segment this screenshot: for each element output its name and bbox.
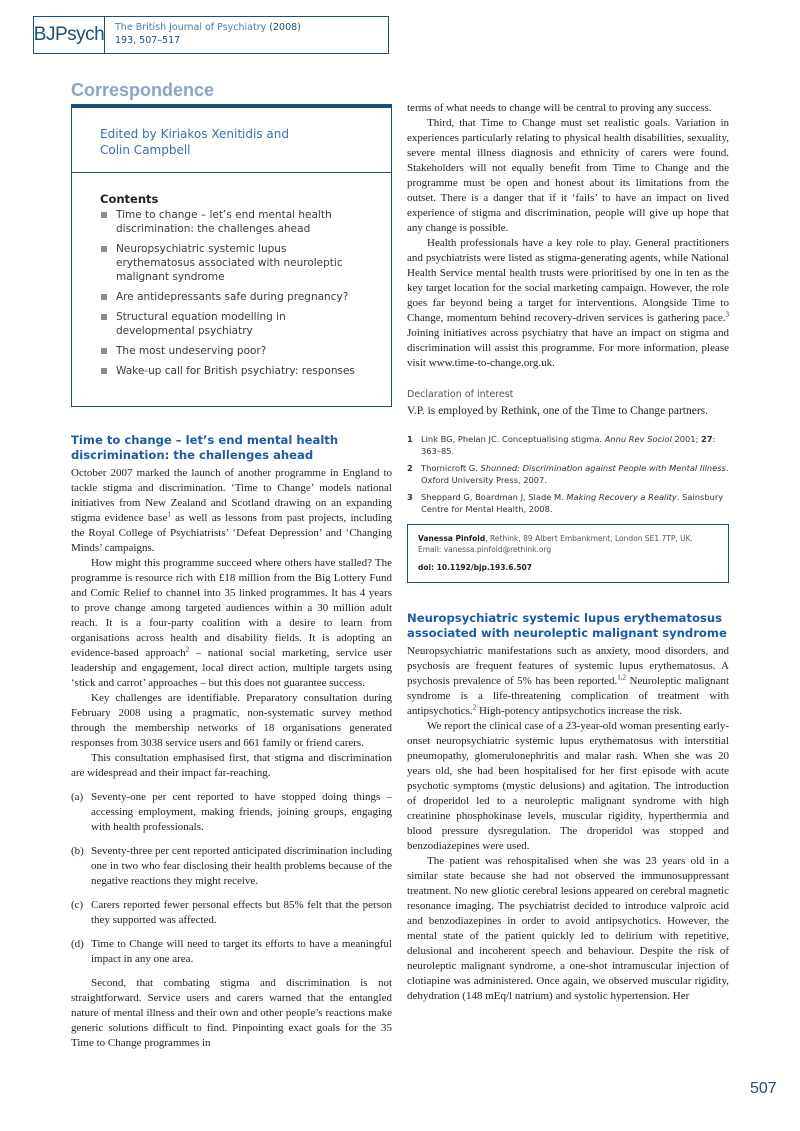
contents-heading: Contents [100,192,159,206]
bullet-icon [101,368,107,374]
reference-item: 2 Thornicroft G. Shunned: Discrimination against People with Mental Illness. Oxford University Press, 2007. [407,463,729,485]
journal-year: (2008) [269,22,301,33]
contents-item[interactable]: Time to change – let’s end mental health discrimination: the challenges ahead [100,208,363,236]
bjpsych-logo: BJ Psych [34,17,105,53]
paragraph: October 2007 marked the launch of another programme in England to tackle stigma and discrimination. ‘Time to Change’ models national initiatives from New Zealand and Scotland drawing on an expanding stigma evidence base$^1$ as well as lessons from past projects, including the Royal College of Psychiatrists’ ‘Defeat Depression’ and ‘Changing Minds’ campaigns. [71,467,392,554]
paragraph: Health professionals have a key role to play. General practitioners and psychiatrists were listed as stigma-generating agents, while National Health Service mental health trusts were prioritised by one in ten as the key target location for the social marketing campaign. However, the role goes far beyond being a target for interventions. Alongside Time to Change, momentum behind recovery-driven services is gathering pace.$^3$ Joining initiatives across psychiatry that have an impact on stigma and discrimination will assist this programme. For more information, please visit www.time-to-change.org.uk. [407,237,729,369]
author-email[interactable]: Email: vanessa.pinfold@rethink.org [418,545,552,554]
bullet-icon [101,294,107,300]
list-item: (c) Carers reported fewer personal effects but 85% felt that the person they supported was affected. [71,899,392,926]
contents-item[interactable]: Structural equation modelling in developmental psychiatry [100,310,363,338]
page-number: 507 [750,1080,777,1097]
author-box: Vanessa Pinfold, Rethink, 89 Albert Embankment, London SE1 7TP, UK. Email: vanessa.pinfold@rethink.org doi: 10.1192/bjp.193.6.507 [407,524,729,583]
list-item: (a) Seventy-one per cent reported to have stopped doing things – accessing employment, making friends, joining groups, engaging with health professionals. [71,791,392,833]
citation-ref[interactable]: 2 [185,645,190,654]
contents-list [72,173,391,406]
list-item: (b) Seventy-three per cent reported anticipated discrimination including one in two who fear disclosing their health problems because of the negative reactions they might receive. [71,845,392,887]
contents-box [71,104,392,407]
reference-item: 1 Link BG, Phelan JC. Conceptualising stigma. Annu Rev Sociol 2001; 27: 363–85. [407,434,716,456]
reference-item: 3 Sheppard G, Boardman J, Slade M. Making Recovery a Reality. Sainsbury Centre for Mental Health, 2008. [407,492,724,514]
paragraph: How might this programme succeed where others have stalled? The programme is resource rich with £18 million from the Big Lottery Fund and Comic Relief to channel into 35 linked programmes. It has 4 years to prove change among targeted audiences within a 30 million adult reach. It is a four-party coalition with a desire to learn from organisations across health and disability fields. It is adopting an evidence-based approach$^2$ – national social marketing, service user leadership and engagement, local direct action, multiple targets using ‘stick and carrot’ approaches – but this does not guarantee success. [71,557,392,689]
contents-item[interactable]: Wake-up call for British psychiatry: responses [100,364,363,378]
paragraph: Neuropsychiatric manifestations such as anxiety, mood disorders, and psychosis are frequent features of systemic lupus erythematosus. A psychosis prevalence of 5% has been reported.$^{1,2}$ Neuroleptic malignant syndrome is a life-threatening complication of treatment with antipsychotics.$^2$ High-potency antipsychotics increase the risk. [407,645,729,717]
bullet-icon [101,246,107,252]
declaration-text: V.P. is employed by Rethink, one of the Time to Change partners. [407,405,709,417]
journal-name: The British Journal of Psychiatry [115,22,267,33]
paragraph-continued: terms of what needs to change will be central to proving any success. [407,102,712,114]
section-title: Correspondence [71,80,215,100]
left-column [71,104,392,1051]
article-title: Neuropsychiatric systemic lupus erythematosus associated with neuroleptic malignant syndrome [407,611,727,640]
paragraph: Second, that combating stigma and discrimination is not straightforward. Service users and carers warned that the entangled nature of mental illness and their own and other people’s reactions make generic solutions difficult to find. Pinpointing exact goals for the 35 Time to Change programmes in [71,977,392,1049]
paragraph: Key challenges are identifiable. Preparatory consultation during February 2008 using a pragmatic, non-systematic survey method through the membership networks of 18 organisations generated responses from 3038 service users and 661 family or friend carers. [71,692,392,749]
paragraph: The patient was rehospitalised when she was 23 years old in a similar state because she had not observed the immunosuppressant treatment. No new gliotic cerebral lesions appeared on cerebral magnetic resonance imaging. The psychiatrist decided to introduce valproic acid and benzodiazepines in order to avoid antipsychotics. However, the mental state of the patient quickly led to delirium with repetitive, delusional and incoherent speech and behaviour. Despite the risk of neuroleptic malignant syndrome, a one-shot intramuscular injection of clotiapine was administered. Once again, we observed muscular rigidity, dehydration (148 mEq/l natrium) and systolic hypertension. Her [407,855,729,1002]
list-item: (d) Time to Change will need to target its efforts to have a meaningful impact in any one area. [71,938,392,965]
declaration-heading: Declaration of interest [407,389,514,400]
article-title: Time to change – let’s end mental health discrimination: the challenges ahead [71,433,339,462]
references [407,433,729,515]
citation-ref[interactable]: 3 [725,310,729,319]
citation-ref[interactable]: 1,2 [617,673,627,682]
paragraph: Third, that Time to Change must set realistic goals. Variation in experiences particularly relating to physical health disabilities, sexuality, severe mental illness diagnosis and ethnicity of carers were found. Stakeholders will not equally benefit from Time to Change and the programme must be open and honest about its limitations from the outset. There is a danger that if it ‘fails’ to have an impact on lived experience of stigma and discrimination, people will give up hope that any change is possible. [407,117,729,234]
paragraph: This consultation emphasised first, that stigma and discrimination are widespread and their impact far-reaching. [71,752,392,779]
author-name: Vanessa Pinfold [418,534,486,543]
contents-item[interactable]: The most undeserving poor? [100,344,363,358]
journal-masthead [33,16,389,54]
editors: Edited by Kiriakos Xenitidis and Colin Campbell [72,108,391,173]
citation-ref[interactable]: 2 [472,703,477,712]
volume-pages: 193, 507–517 [115,35,181,46]
citation-ref[interactable]: 1 [167,510,171,519]
contents-item[interactable]: Are antidepressants safe during pregnancy? [100,290,363,304]
doi-link[interactable]: doi: 10.1192/bjp.193.6.507 [418,563,532,572]
bullet-icon [101,314,107,320]
paragraph: We report the clinical case of a 23-year-old woman presenting early-onset neuropsychiatric systemic lupus erythematosus with interstitial pneumopathy, glomerulonephritis and malar rash. When she was 20 years old, she had been hospitalised for her first episode with acute psychotic symptoms (mystic delusions) and agitation. The introduction of droperidol led to a neuroleptic malignant syndrome with high creatinine phosphokinase levels, muscular rigidity, hyperthermia and blood pressure dysregulation. The droperidol was stopped and benzodiazepines were used. [407,720,729,852]
bullet-icon [101,348,107,354]
bullet-icon [101,212,107,218]
contents-item[interactable]: Neuropsychiatric systemic lupus erythematosus associated with neuroleptic malignant syndrome [100,242,363,284]
journal-citation [105,17,301,53]
right-column [407,101,729,1004]
